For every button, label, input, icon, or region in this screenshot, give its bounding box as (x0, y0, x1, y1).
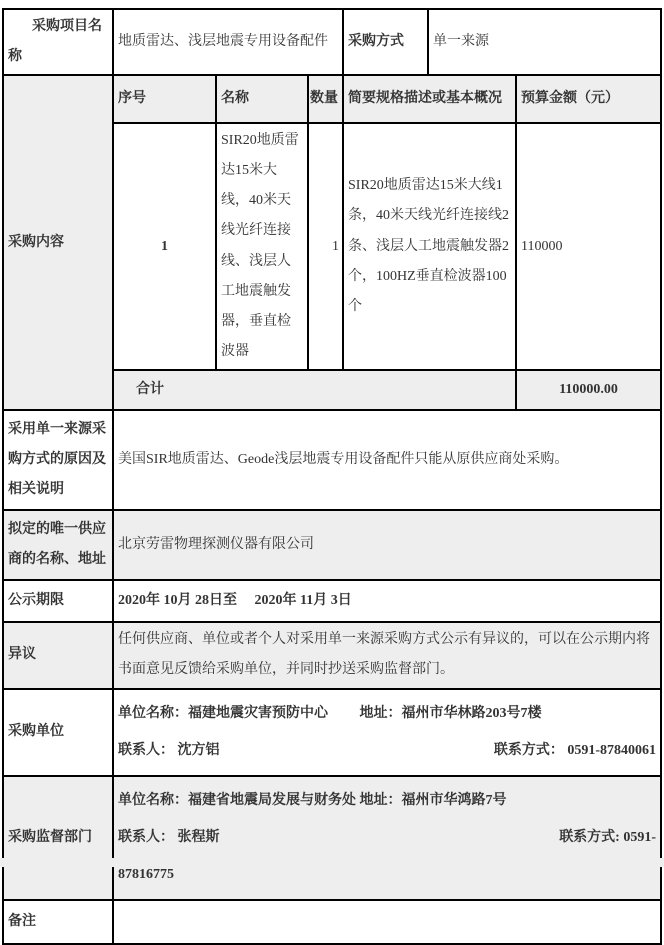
objection-label: 异议 (3, 622, 113, 689)
remark-value (113, 900, 661, 944)
item-spec: SIR20地质雷达15米大线1条，40米天线光纤连接线2条、浅层人工地震触发器2个，100HZ垂直检波器100个 (343, 123, 516, 370)
supervisor-label: 采购监督部门 (3, 776, 113, 900)
supervisor-info (113, 776, 661, 900)
col-header-spec: 简要规格描述或基本概况 (343, 75, 516, 123)
item-budget: 110000 (516, 123, 661, 370)
col-header-name: 名称 (216, 75, 308, 123)
procurement-method-value: 单一来源 (428, 9, 661, 75)
item-qty: 1 (308, 123, 343, 370)
purchaser-label: 采购单位 (3, 689, 113, 776)
objection-value: 任何供应商、单位或者个人对采用单一来源采购方式公示有异议的，可以在公示期内将书面意见反馈给采购单位，并同时抄送采购监督部门。 (113, 622, 661, 689)
procurement-notice-table (2, 8, 662, 945)
reason-value: 美国SIR地质雷达、Geode浅层地震专用设备配件只能从原供应商处采购。 (113, 410, 661, 510)
period-label: 公示期限 (3, 580, 113, 622)
supervisor-name-address: 单位名称：福建省地震局发展与财务处 地址：福州市华鸿路7号 (118, 793, 507, 809)
reason-label: 采用单一来源采购方式的原因及相关说明 (3, 410, 113, 510)
project-name-label: 采购项目名称 (3, 9, 113, 75)
purchaser-name-address: 单位名称：福建地震灾害预防中心 地址：福州市华林路203号7楼 (118, 705, 542, 721)
supervisor-contact-line (118, 823, 656, 853)
item-no: 1 (113, 123, 216, 370)
period-value: 2020年 10月 28日至 2020年 11月 3日 (113, 580, 661, 622)
item-name: SIR20地质雷达15米大线，40米天线光纤连接线、浅层人工地震触发器，垂直检波器 (216, 123, 308, 370)
supplier-label: 拟定的唯一供应商的名称、地址 (3, 510, 113, 580)
supervisor-contact-person: 联系人： 张程斯 (118, 830, 220, 846)
col-header-no: 序号 (113, 75, 216, 123)
total-value: 110000.00 (516, 370, 661, 410)
remark-label: 备注 (3, 900, 113, 944)
supplier-value: 北京劳雷物理探测仪器有限公司 (113, 510, 661, 580)
page-background-strip (0, 858, 664, 867)
supervisor-phone-continued: 87816775 (118, 867, 174, 883)
purchaser-info (113, 689, 661, 776)
purchaser-contact-phone: 联系方式： 0591-87840061 (493, 743, 657, 759)
content-label: 采购内容 (3, 75, 113, 410)
purchaser-contact-person: 联系人： 沈方铝 (118, 743, 220, 759)
col-header-budget: 预算金额（元） (516, 75, 661, 123)
total-label: 合计 (113, 370, 516, 410)
procurement-method-label: 采购方式 (343, 9, 428, 75)
purchaser-contact-line (118, 736, 656, 766)
supervisor-contact-phone: 联系方式: 0591- (559, 830, 657, 846)
project-name-value: 地质雷达、浅层地震专用设备配件 (113, 9, 343, 75)
col-header-qty: 数量 (308, 75, 343, 123)
